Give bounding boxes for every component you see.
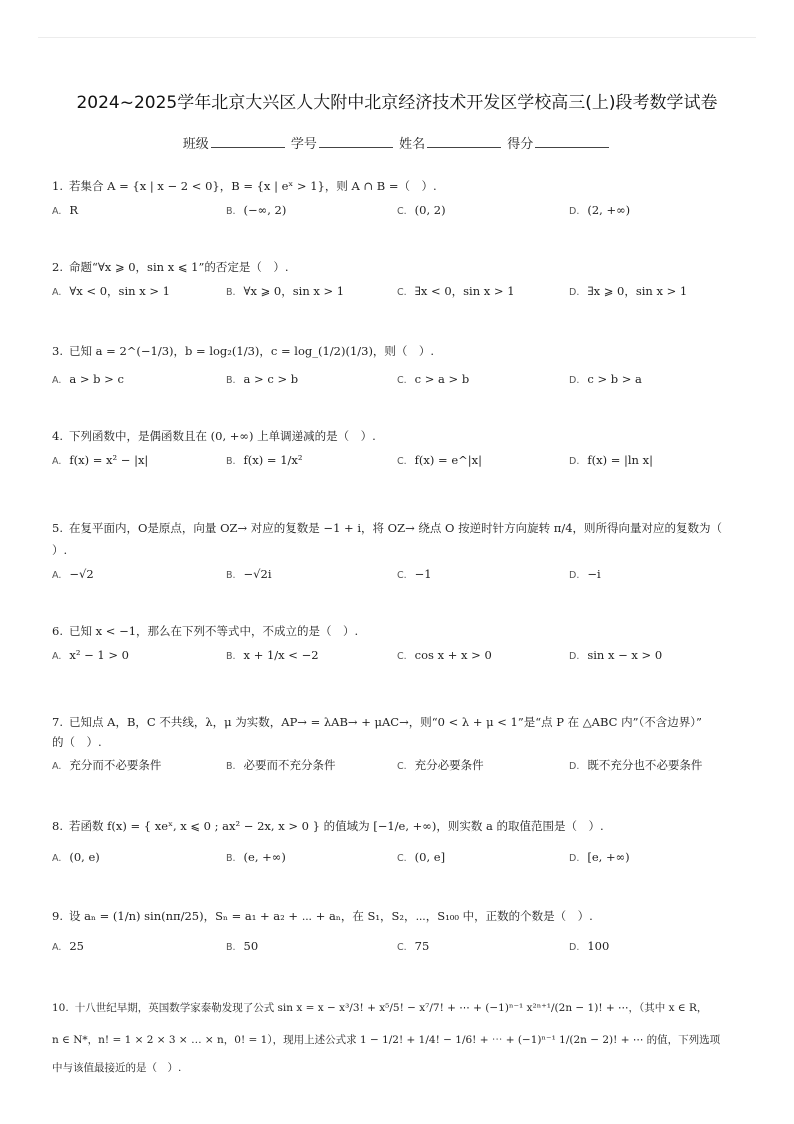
option-b[interactable]: B. a > c > b [226, 372, 299, 386]
option-d[interactable]: D. −i [569, 567, 601, 581]
question-10-continuation [52, 1030, 742, 1050]
option-b[interactable]: B. ∀x ⩾ 0，sin x > 1 [226, 284, 345, 298]
question-5 [52, 518, 742, 538]
question-text: 已知 x < −1，那么在下列不等式中，不成立的是（ ）. [68, 624, 359, 638]
class-blank[interactable] [211, 135, 285, 148]
question-6 [52, 621, 742, 641]
option-d[interactable]: D. ∃x ⩾ 0，sin x > 1 [569, 284, 688, 298]
question-number: 5. [52, 521, 63, 535]
page-title: 2024~2025学年北京大兴区人大附中北京经济技术开发区学校高三(上)段考数学试卷 [76, 93, 718, 113]
question-number: 6. [52, 624, 63, 638]
question-7 [52, 712, 742, 732]
option-a[interactable]: A. a > b > c [52, 372, 124, 386]
question-number: 2. [52, 260, 63, 274]
class-label: 班级 [182, 137, 209, 152]
question-text: 在复平面内，O是原点，向量 OZ→ 对应的复数是 −1 + i，将 OZ→ 绕点 O 按逆时针方向旋转 π/4，则所得向量对应的复数为（ [68, 521, 723, 535]
score-label: 得分 [507, 137, 534, 152]
question-7-continuation [52, 732, 742, 752]
option-d[interactable]: D. c > b > a [569, 372, 642, 386]
question-10 [52, 998, 742, 1018]
question-text: 已知 a = 2^(−1/3)，b = log₂(1/3)，c = log_(1/2)(1/3)，则（ ）. [68, 344, 435, 358]
student-info-line [0, 133, 794, 152]
question-text: 设 aₙ = (1/n) sin(nπ/25)，Sₙ = a₁ + a₂ + ⋯ + aₙ，在 S₁，S₂，⋯，S₁₀₀ 中，正数的个数是（ ）. [68, 909, 593, 923]
question-4 [52, 426, 742, 446]
option-a[interactable]: A. f(x) = x² − |x| [52, 453, 149, 467]
question-3-options [52, 372, 742, 392]
question-text: 若集合 A = {x | x − 2 < 0}，B = {x | eˣ > 1}，则 A ∩ B =（ ）. [68, 179, 437, 193]
option-c[interactable]: C. 75 [397, 939, 430, 953]
option-a[interactable]: A. (0, e) [52, 850, 100, 864]
option-c[interactable]: C. ∃x < 0，sin x > 1 [397, 284, 515, 298]
name-blank[interactable] [427, 135, 501, 148]
question-text: 十八世纪早期，英国数学家泰勒发现了公式 sin x = x − x³/3! + x⁵/5! − x⁷/7! + ⋯ + (−1)ⁿ⁻¹ x²ⁿ⁺¹/(2n − 1)! + ⋯，（其中 x ∈ R， [74, 1002, 708, 1014]
option-d[interactable]: D. sin x − x > 0 [569, 648, 663, 662]
question-4-options [52, 453, 742, 473]
option-a[interactable]: A. ∀x < 0，sin x > 1 [52, 284, 170, 298]
question-number: 8. [52, 819, 63, 833]
question-10-continuation-2 [52, 1058, 742, 1078]
option-b[interactable]: B. f(x) = 1/x² [226, 453, 303, 467]
question-9 [52, 906, 742, 926]
option-a[interactable]: A. R [52, 203, 79, 217]
question-text-line-2: 的（ ）. [52, 735, 102, 749]
option-b[interactable]: B. (e, +∞) [226, 850, 286, 864]
option-b[interactable]: B. 必要而不充分条件 [226, 758, 336, 772]
student-id-blank[interactable] [319, 135, 393, 148]
option-c[interactable]: C. f(x) = e^|x| [397, 453, 482, 467]
question-6-options [52, 648, 742, 668]
option-a[interactable]: A. 25 [52, 939, 84, 953]
question-2 [52, 257, 742, 277]
option-b[interactable]: B. x + 1/x < −2 [226, 648, 319, 662]
question-7-options [52, 757, 742, 777]
question-text-line-2: n ∈ N*，n! = 1 × 2 × 3 × … × n，0! = 1），现用上述公式求 1 − 1/2! + 1/4! − 1/6! + ⋯ + (−1)ⁿ⁻¹ 1/(2n − 2)! + ⋯ 的值，下列选项 [52, 1034, 721, 1046]
question-text: 若函数 f(x) = { xeˣ, x ⩽ 0 ; ax² − 2x, x > 0 } 的值域为 [−1/e, +∞)，则实数 a 的取值范围是（ ）. [68, 819, 604, 833]
name-label: 姓名 [399, 137, 426, 152]
question-5-continuation [52, 540, 742, 560]
question-2-options [52, 283, 742, 303]
question-8-options [52, 850, 742, 870]
question-number: 9. [52, 909, 63, 923]
question-8 [52, 816, 742, 836]
question-3 [52, 341, 742, 361]
option-d[interactable]: D. (2, +∞) [569, 203, 631, 217]
option-a[interactable]: A. −√2 [52, 567, 94, 581]
question-text-line-2: ）. [52, 543, 68, 557]
question-number: 1. [52, 179, 63, 193]
question-number: 4. [52, 429, 63, 443]
option-c[interactable]: C. 充分必要条件 [397, 758, 484, 772]
student-id-label: 学号 [290, 137, 317, 152]
option-c[interactable]: C. c > a > b [397, 372, 470, 386]
question-text-line-3: 中与该值最接近的是（ ）. [52, 1062, 182, 1074]
option-d[interactable]: D. f(x) = |ln x| [569, 453, 653, 467]
option-a[interactable]: A. x² − 1 > 0 [52, 648, 129, 662]
option-b[interactable]: B. −√2i [226, 567, 272, 581]
question-5-options [52, 567, 742, 587]
question-9-options [52, 939, 742, 959]
option-c[interactable]: C. (0, 2) [397, 203, 446, 217]
score-blank[interactable] [535, 135, 609, 148]
option-c[interactable]: C. −1 [397, 567, 432, 581]
option-c[interactable]: C. cos x + x > 0 [397, 648, 492, 662]
question-text: 已知点 A，B，C 不共线，λ，μ 为实数，AP→ = λAB→ + μAC→，则“0 < λ + μ < 1”是“点 P 在 △ABC 内”（不含边界）” [68, 715, 702, 729]
question-text: 命题“∀x ⩾ 0，sin x ⩽ 1”的否定是（ ）. [68, 260, 289, 274]
top-rule [38, 37, 756, 38]
question-text: 下列函数中，是偶函数且在 (0, +∞) 上单调递减的是（ ）. [68, 429, 376, 443]
option-b[interactable]: B. (−∞, 2) [226, 203, 287, 217]
question-number: 3. [52, 344, 63, 358]
question-number: 10. [52, 1002, 69, 1014]
option-d[interactable]: D. 既不充分也不必要条件 [569, 758, 703, 772]
option-d[interactable]: D. [e, +∞) [569, 850, 630, 864]
option-c[interactable]: C. (0, e] [397, 850, 446, 864]
question-1 [52, 176, 742, 196]
question-number: 7. [52, 715, 63, 729]
option-a[interactable]: A. 充分而不必要条件 [52, 758, 162, 772]
option-b[interactable]: B. 50 [226, 939, 259, 953]
option-d[interactable]: D. 100 [569, 939, 610, 953]
question-1-options [52, 203, 742, 223]
